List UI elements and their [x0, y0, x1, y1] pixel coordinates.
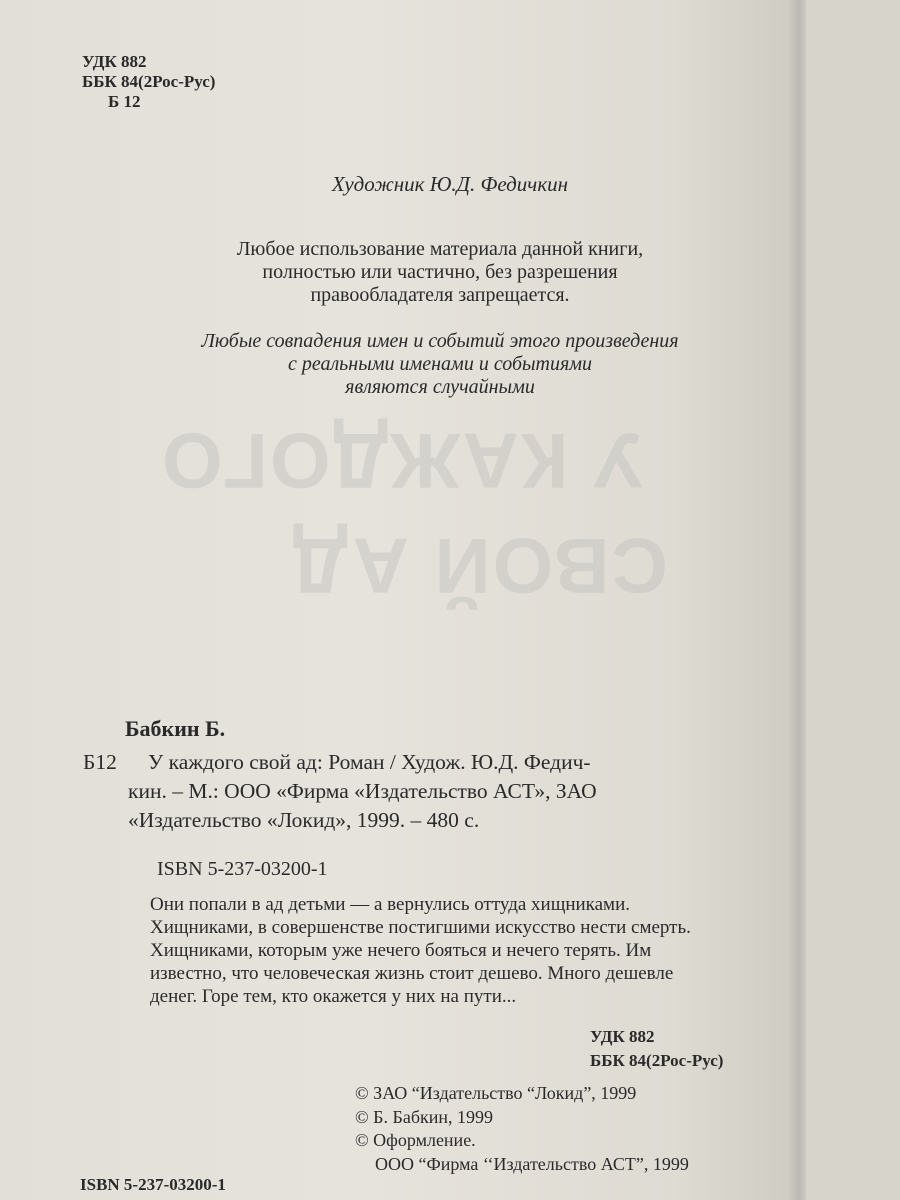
- footer-isbn: ISBN 5-237-03200-1: [80, 1175, 226, 1194]
- artist-credit: Художник Ю.Д. Федичкин: [331, 172, 569, 196]
- udk-code: УДК 882: [82, 52, 147, 71]
- bibliographic-record: [83, 748, 743, 835]
- disclaimer: [0, 330, 880, 399]
- biblio-line: «Издательство «Локид», 1999. – 480 с.: [128, 808, 480, 832]
- copyright-line: © ЗАО “Издательство “Локид”, 1999: [355, 1083, 637, 1103]
- annotation: [150, 893, 775, 1008]
- notice-line: полностью или частично, без разрешения: [262, 261, 618, 283]
- footer-udk-code: УДК 882: [590, 1027, 655, 1046]
- copyright-line: © Б. Бабкин, 1999: [355, 1106, 494, 1127]
- disclaimer-line: Любые совпадения имен и событий этого произведения: [201, 330, 679, 352]
- annotation-line: Хищниками, которым уже нечего бояться и нечего терять. Им: [150, 940, 652, 961]
- bbk-code: ББК 84(2Рос-Рус): [82, 72, 216, 91]
- annotation-line: Они попали в ад детьми — а вернулись оттуда хищниками.: [150, 894, 630, 915]
- notice-line: Любое использование материала данной книги,: [236, 238, 644, 260]
- copyright-line: ООО “Фирма ‘‘Издательство АСТ”, 1999: [375, 1153, 689, 1174]
- bleed-through-title-2: СВОЙ АД: [290, 522, 668, 610]
- annotation-line: известно, что человеческая жизнь стоит дешево. Много дешевле: [150, 963, 674, 984]
- footer-bbk-code: ББК 84(2Рос-Рус): [590, 1051, 724, 1070]
- copyright-line: © Оформление.: [355, 1130, 476, 1150]
- author-name: Бабкин Б.: [125, 716, 226, 741]
- isbn-record: ISBN 5-237-03200-1: [157, 858, 328, 880]
- classification-codes: [82, 52, 215, 112]
- book-code: Б12: [83, 750, 117, 774]
- footer-classification-codes: [590, 1025, 723, 1073]
- biblio-line: кин. – М.: ООО «Фирма «Издательство АСТ», ЗАО: [128, 779, 597, 803]
- bleed-through-title-1: У КАЖДОГО: [160, 417, 643, 505]
- disclaimer-line: с реальными именами и событиями: [287, 353, 593, 375]
- biblio-line: У каждого свой ад: Роман / Худож. Ю.Д. Федич-: [148, 750, 591, 774]
- author-sign-code: Б 12: [108, 92, 141, 111]
- annotation-line: Хищниками, в совершенстве постигшими искусство нести смерть.: [150, 917, 691, 938]
- copyright-notice: [0, 238, 880, 307]
- annotation-line: денег. Горе тем, кто окажется у них на пути...: [150, 986, 517, 1007]
- disclaimer-line: являются случайными: [345, 376, 535, 398]
- copyright-lines: [355, 1082, 689, 1176]
- notice-line: правообладателя запрещается.: [310, 284, 570, 306]
